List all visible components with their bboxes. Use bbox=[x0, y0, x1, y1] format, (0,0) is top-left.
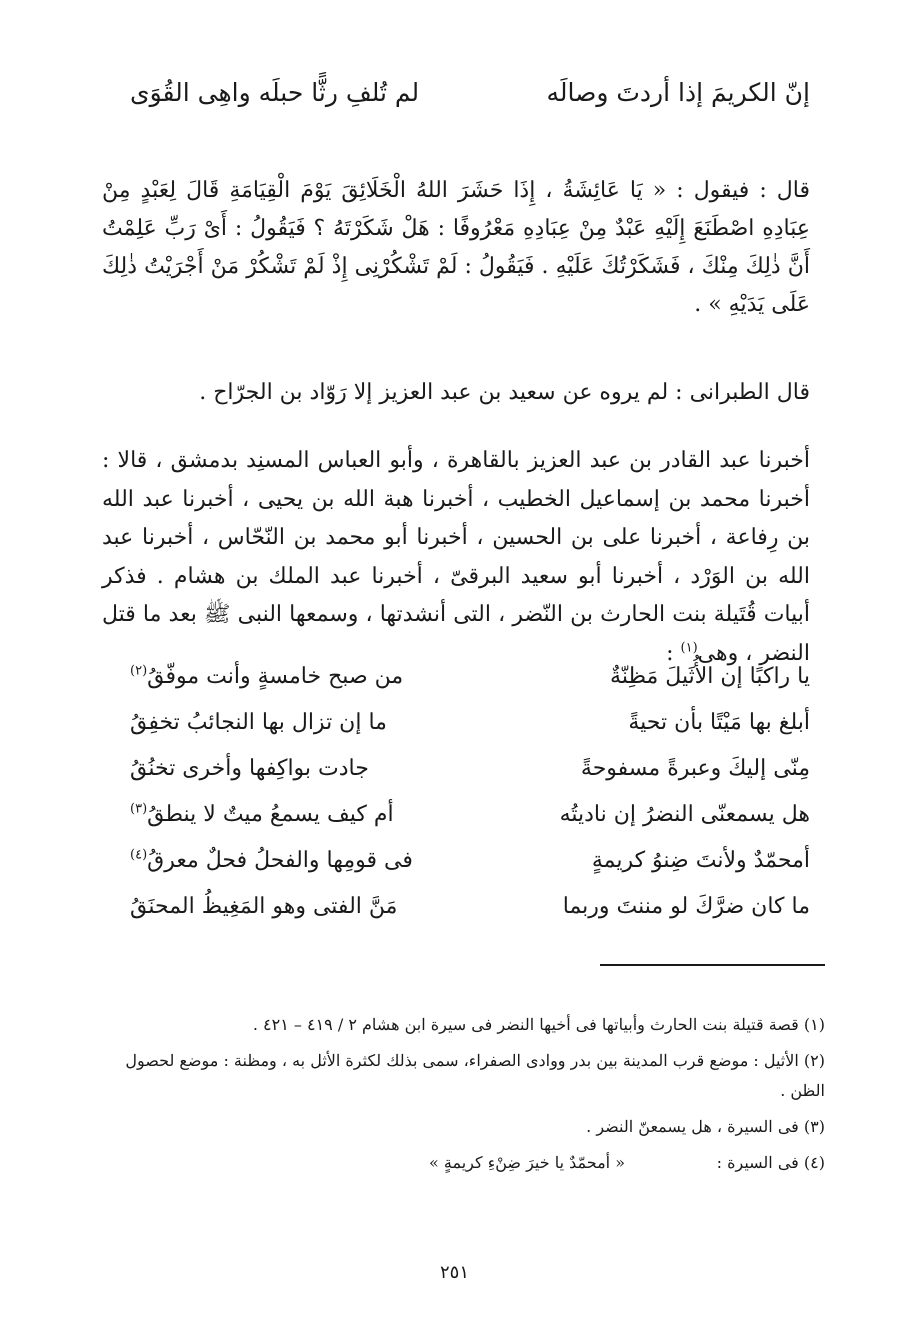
poem-line bbox=[130, 706, 810, 752]
footnote-ref-4: (٤) bbox=[130, 847, 148, 863]
footnote-separator bbox=[600, 964, 825, 966]
poem-hemistich-text: فى قومِها والفحلُ فحلٌ معرقُ bbox=[147, 848, 413, 873]
poem-hemistich-second bbox=[130, 848, 413, 873]
footnotes bbox=[102, 1010, 825, 1178]
poem-line bbox=[130, 660, 810, 706]
poem-line bbox=[130, 798, 810, 844]
footnote-2: (٢) الأثيل : موضع قرب المدينة بين بدر ووادى الصفراء، سمى بذلك لكثرة الأثل به ، ومظنة : موضع لحصول الظن . bbox=[125, 1051, 825, 1100]
poem-line bbox=[130, 890, 810, 936]
verse-hemistich-first: إنّ الكريمَ إذا أردتَ وصالَه bbox=[546, 78, 810, 107]
poem-hemistich-first: أمحمّدٌ ولأنتَ ضِنوُ كريمةٍ bbox=[591, 848, 810, 873]
verse-hemistich-second: لم تُلفِ رثًّا حبلَه واهِى القُوَى bbox=[130, 78, 420, 107]
poem-hemistich-second: جادت بواكِفها وأخرى تخنُقُ bbox=[130, 756, 369, 781]
footnote-1: (١) قصة قتيلة بنت الحارث وأبياتها فى أخيها النضر فى سيرة ابن هشام ٢ / ٤١٩ – ٤٢١ . bbox=[252, 1015, 825, 1034]
poem-line bbox=[130, 752, 810, 798]
poem-hemistich-first: أبلغ بها مَيْتًا بأن تحيةً bbox=[628, 710, 810, 735]
hadith-paragraph: قال : فيقول : « يَا عَائِشَةُ ، إِذَا حَشَرَ اللهُ الْخَلَائِقَ يَوْمَ الْقِيَامَةِ قَالَ لِعَبْدٍ مِنْ عِبَادِهِ اصْطَنَعَ إِلَيْهِ عَبْدٌ مِنْ عِبَادِهِ مَعْرُوفًا : هَلْ شَكَرْتَهُ ؟ فَيَقُولُ : أَىْ رَبِّ عَلِمْتُ أَنَّ ذٰلِكَ مِنْكَ ، فَشَكَرْتُكَ عَلَيْهِ . فَيَقُولُ : لَمْ تَشْكُرْنِى إِذْ لَمْ تَشْكُرْ مَنْ أَجْرَيْتُ ذٰلِكَ عَلَى يَدَيْهِ » . bbox=[102, 178, 810, 317]
poem-hemistich-text: أم كيف يسمعُ ميتٌ لا ينطقُ bbox=[147, 802, 394, 827]
chain-of-narration-tail: : bbox=[666, 640, 681, 666]
chain-of-narration-paragraph bbox=[102, 442, 810, 673]
footnote-4-label: (٤) فى السيرة : bbox=[716, 1153, 825, 1172]
poem bbox=[130, 660, 810, 936]
poem-hemistich-text: من صبح خامسةٍ وأنت موفّقُ bbox=[147, 664, 404, 689]
footnote-ref-2: (٢) bbox=[130, 663, 148, 679]
footnote-4-quote: « أمحمّدٌ يا خيرَ ضِنْءِ كريمةٍ » bbox=[429, 1153, 625, 1172]
page-number: ٢٥١ bbox=[439, 1262, 469, 1283]
poem-hemistich-first: مِنّى إليكَ وعبرةً مسفوحةً bbox=[580, 756, 810, 781]
poem-line bbox=[130, 844, 810, 890]
footnote-ref-1: (١) bbox=[680, 640, 698, 656]
poem-hemistich-second: ما إن تزال بها النجائبُ تخفِقُ bbox=[130, 710, 387, 735]
chain-of-narration-text: أخبرنا عبد القادر بن عبد العزيز بالقاهرة ، وأبو العباس المسنِد بدمشق ، قالا : أخبرنا محمد بن إسماعيل الخطيب ، أخبرنا هبة الله بن يحيى ، أخبرنا عبد الله بن رِفاعة ، أخبرنا على بن الحسين ، أخبرنا أبو محمد بن النّحّاس ، أخبرنا عبد الله بن الوَرْد ، أخبرنا أبو سعيد البرقىّ ، أخبرنا عبد الملك بن هشام . فذكر أبيات قُتَيلة بنت الحارث بن النّضر ، التى أنشدتها ، وسمعها النبى ﷺ بعد ما قتل النضر ، وهى bbox=[102, 448, 810, 666]
tabarani-remark: قال الطبرانى : لم يروه عن سعيد بن عبد العزيز إلا رَوّاد بن الجرّاح . bbox=[199, 380, 810, 405]
poem-hemistich-first: ما كان ضرَّكَ لو مننتَ وربما bbox=[562, 894, 810, 919]
poem-hemistich-first: هل يسمعنّى النضرُ إن ناديتُه bbox=[559, 802, 810, 827]
poem-hemistich-first: يا راكبًا إن الأُثَيلَ مَظِنّةٌ bbox=[610, 664, 810, 689]
footnote-4 bbox=[102, 1148, 825, 1178]
footnote-ref-3: (٣) bbox=[130, 801, 148, 817]
poem-hemistich-second: مَنَّ الفتى وهو المَغِيظُ المحنَقُ bbox=[130, 894, 398, 919]
poem-hemistich-second bbox=[130, 664, 403, 689]
footnote-3: (٣) فى السيرة ، هل يسمعنّ النضر . bbox=[586, 1117, 825, 1136]
poem-hemistich-second bbox=[130, 802, 394, 827]
opening-verse bbox=[130, 78, 810, 124]
